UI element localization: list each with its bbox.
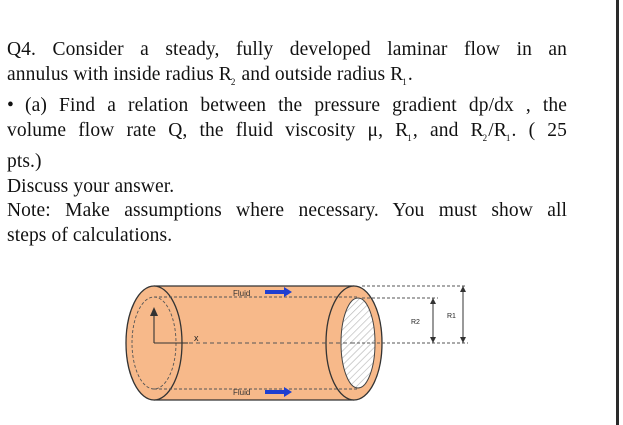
r2-arrow-bottom (430, 337, 436, 343)
fluid-bottom-label: Fluid (233, 388, 251, 397)
r2-arrow-top (430, 298, 436, 304)
bullet-icon: • (7, 95, 14, 116)
part-a-line-2: volume flow rate Q, the fluid viscosity μ, $R_1$, and $R_2/R_1$. ( 25 (7, 119, 567, 143)
note-line-2: steps of calculations. (7, 224, 173, 246)
r1-arrow-top (460, 286, 466, 292)
part-a-line-1: • (a) Find a relation between the pressure gradient dp/dx , the (7, 94, 567, 119)
r1-arrow-bottom (460, 337, 466, 343)
note-line-1: Note: Make assumptions where necessary. You must show all (7, 200, 567, 221)
r1-label: R1 (447, 313, 456, 320)
question-line-1: Q4. Consider a steady, fully developed laminar flow in an (7, 39, 567, 60)
r2-label: R2 (411, 319, 420, 326)
x-axis-label: x (194, 333, 199, 343)
part-a-line-3: pts.) (7, 151, 42, 172)
question-line-2: annulus with inside radius $R_2$ and outside radius $R_1$. (7, 63, 413, 87)
discuss-line: Discuss your answer. (7, 175, 175, 197)
fluid-top-label: Fluid (233, 289, 251, 298)
